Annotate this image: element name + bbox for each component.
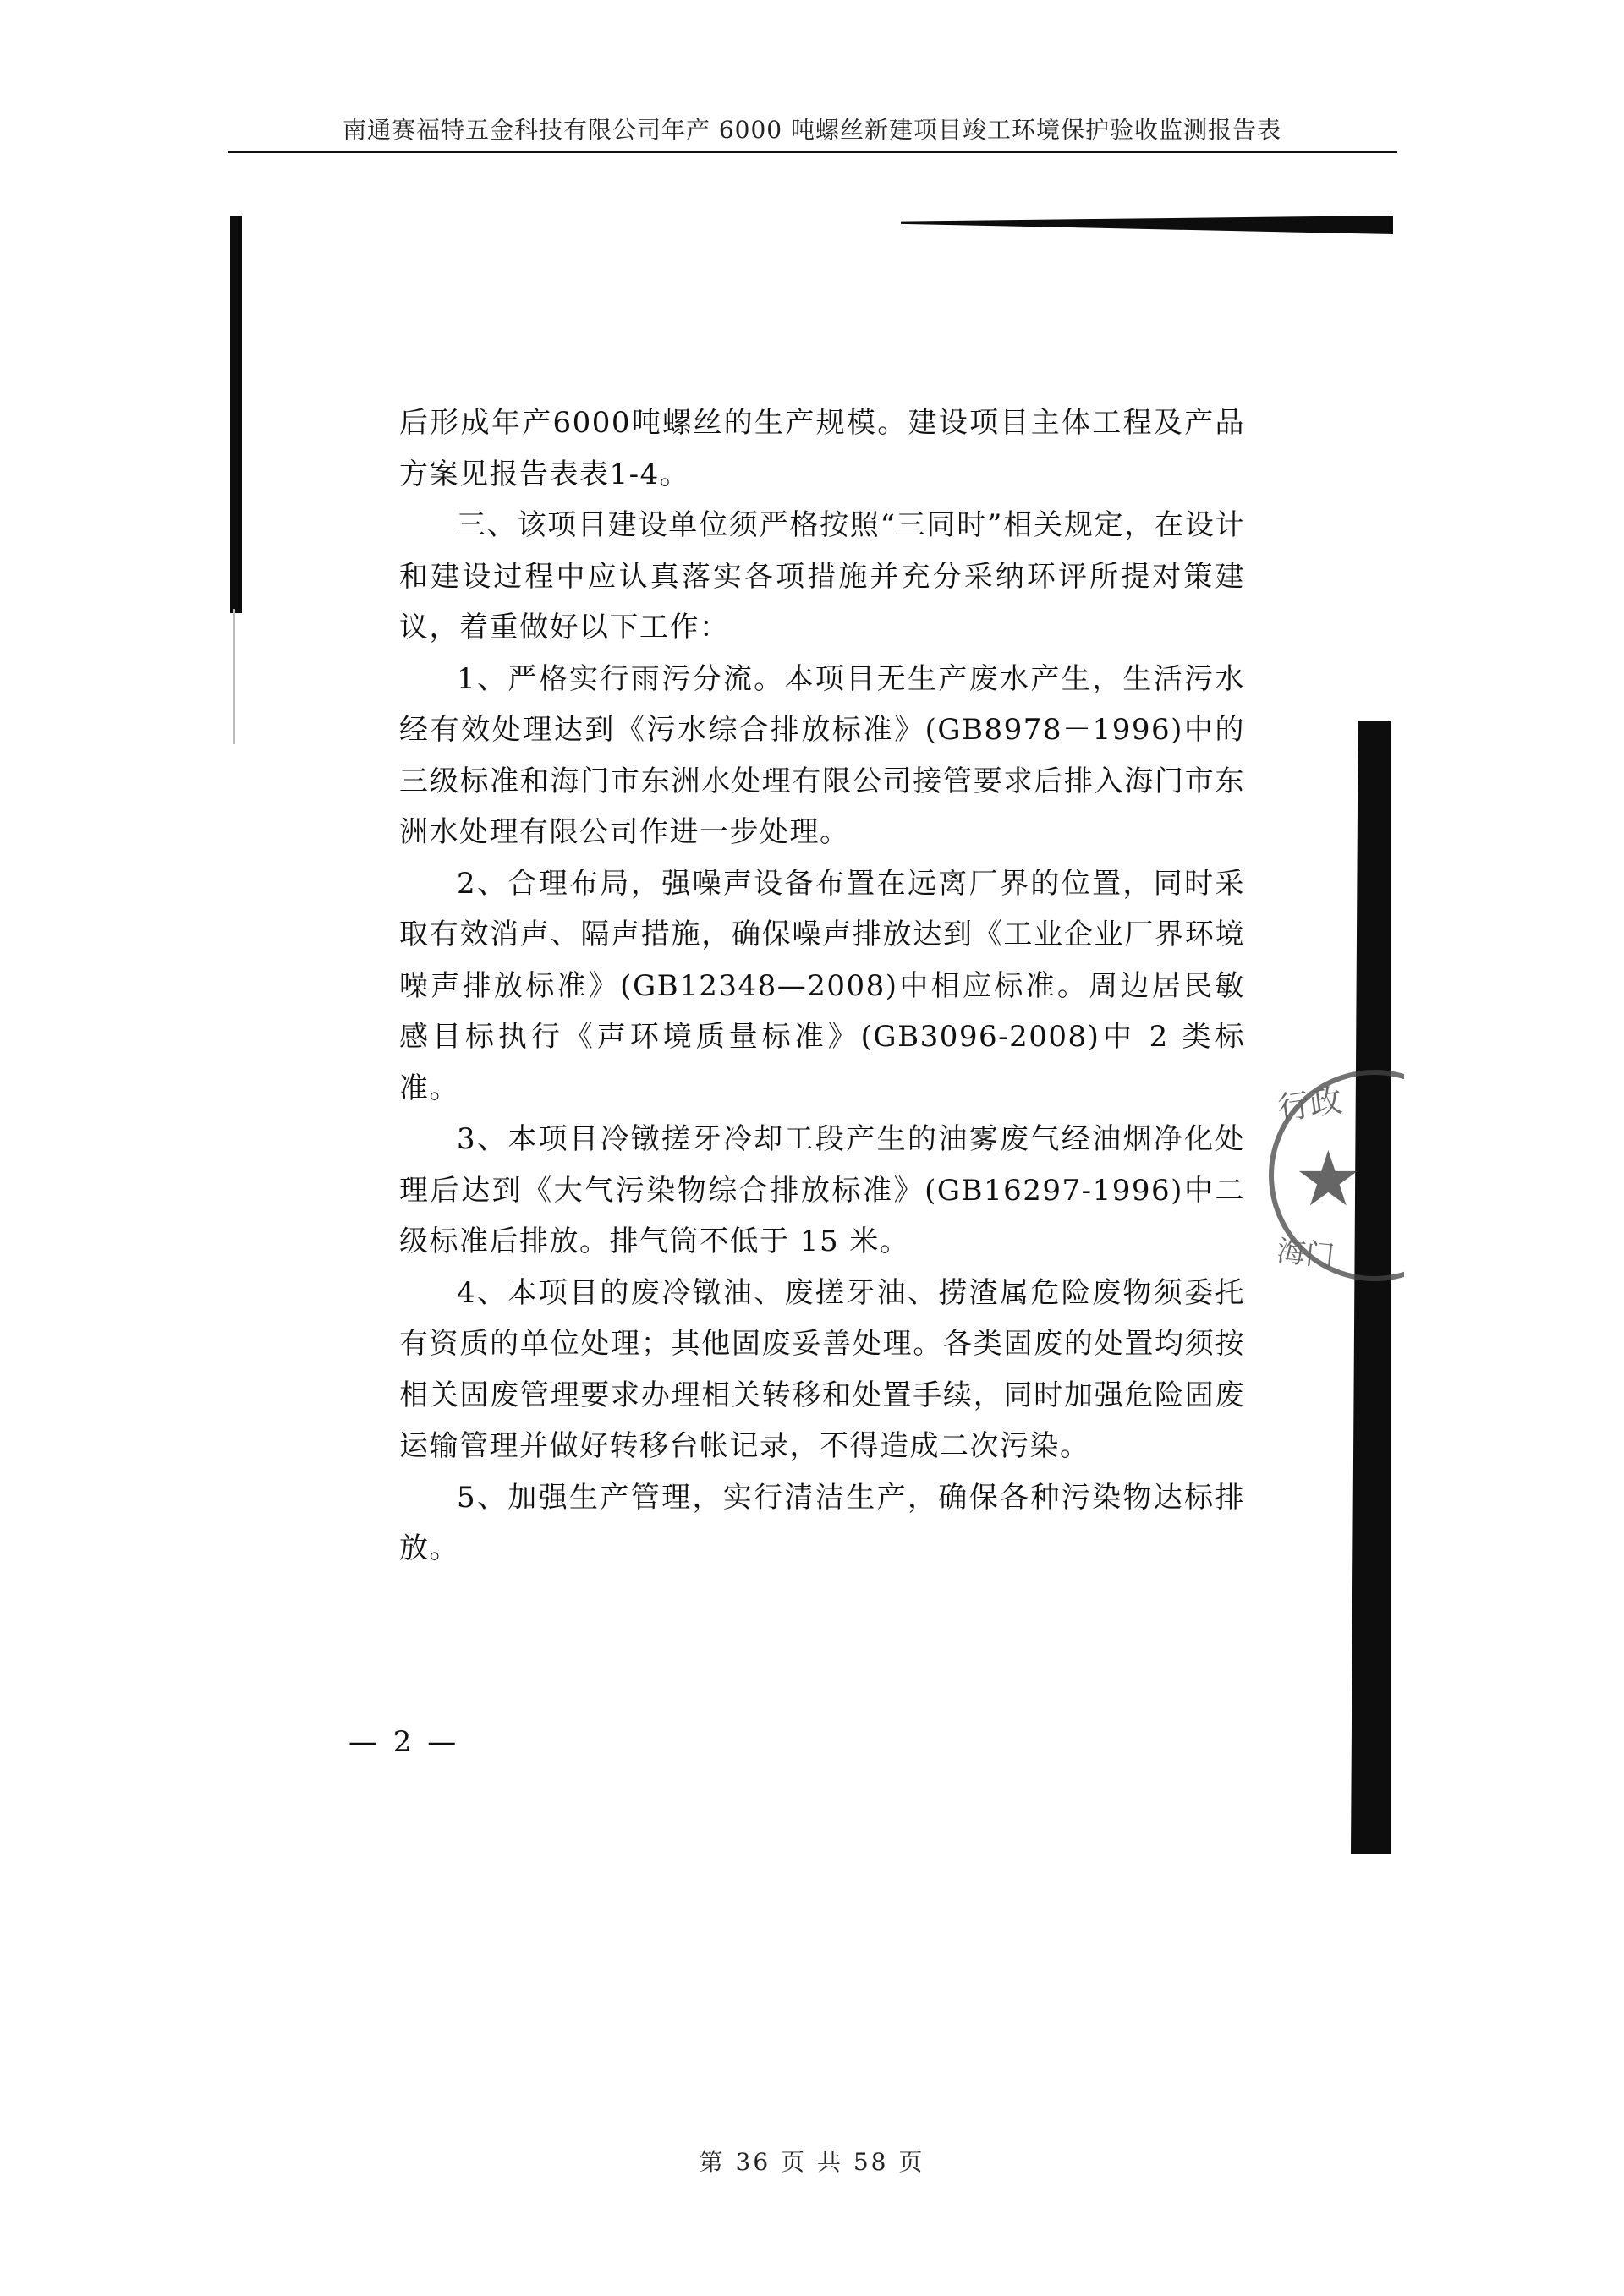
paragraph-item-4: 4、本项目的废冷镦油、废搓牙油、捞渣属危险废物须委托有资质的单位处理；其他固废妥善处理。各类固废的处置均须按相关固废管理要求办理相关转移和处置手续，同时加强危险固废运输管理并做好转移台帐记录，不得造成二次污染。 [399, 1275, 1245, 1463]
paragraph-item-3: 3、本项目冷镦搓牙冷却工段产生的油雾废气经油烟净化处理后达到《大气污染物综合排放标准》(GB16297-1996)中二级标准后排放。排气筒不低于 15 米。 [399, 1122, 1245, 1258]
scan-shadow-top [901, 216, 1393, 234]
seal-star-icon: ★ [1294, 1135, 1363, 1224]
seal-text-top: 行政 [1275, 1081, 1345, 1128]
scan-shadow-faint [233, 609, 235, 744]
seal-text-bottom: 海门 [1275, 1234, 1336, 1274]
inner-page-number: — 2 — [348, 1725, 460, 1759]
scan-shadow-left [230, 216, 242, 613]
header-divider [228, 151, 1397, 153]
official-seal-stamp [1260, 1061, 1404, 1294]
page-footer: 第 36 页 共 58 页 [699, 2148, 925, 2176]
paragraph-continuation: 后形成年产6000吨螺丝的生产规模。建设项目主体工程及产品方案见报告表表1-4。 [399, 406, 1245, 491]
document-body [399, 397, 1245, 1575]
paragraph-item-5: 5、加强生产管理，实行清洁生产，确保各种污染物达标排放。 [399, 1480, 1245, 1565]
paragraph-item-2: 2、合理布局，强噪声设备布置在远离厂界的位置，同时采取有效消声、隔声措施，确保噪声排放达到《工业企业厂界环境噪声排放标准》(GB12348—2008)中相应标准。周边居民敏感目标执行《声环境质量标准》(GB3096-2008)中 2 类标准。 [399, 866, 1245, 1105]
report-header-title: 南通赛福特五金科技有限公司年产 6000 吨螺丝新建项目竣工环境保护验收监测报告表 [342, 116, 1282, 144]
paragraph-section-three: 三、该项目建设单位须严格按照“三同时”相关规定，在设计和建设过程中应认真落实各项措施并充分采纳环评所提对策建议，着重做好以下工作： [399, 508, 1245, 644]
paragraph-item-1: 1、严格实行雨污分流。本项目无生产废水产生，生活污水经有效处理达到《污水综合排放标准》(GB8978－1996)中的三级标准和海门市东洲水处理有限公司接管要求后排入海门市东洲水处理有限公司作进一步处理。 [399, 661, 1245, 849]
